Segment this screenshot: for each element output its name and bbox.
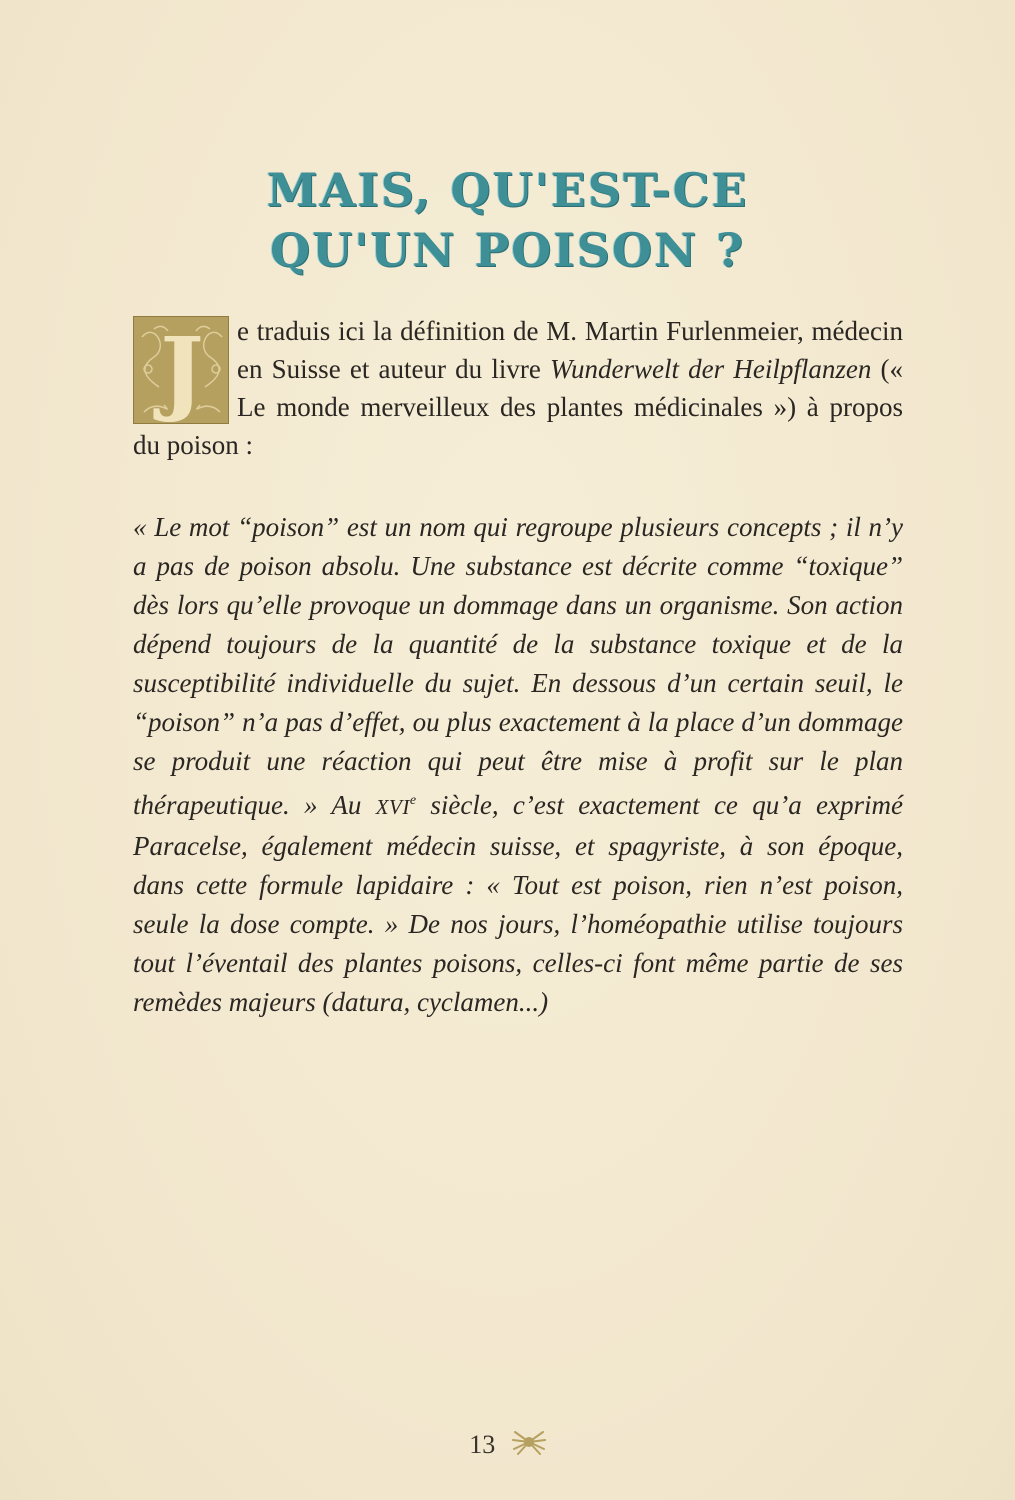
- book-title: Wunderwelt der Heilpflanzen: [550, 354, 872, 384]
- century-numeral: XVI: [375, 795, 410, 819]
- title-line-1: MAIS, QU'EST-CE: [266, 163, 749, 217]
- spider-ornament-icon: [512, 1429, 546, 1462]
- intro-paragraph: [133, 312, 903, 464]
- page-number: 13: [469, 1430, 496, 1460]
- page-title: [0, 160, 1015, 280]
- title-line-2: QU'UN POISON ?: [270, 223, 745, 277]
- quote-text-part-2: siècle, c’est exactement ce qu’a exprimé Paracelse, également médecin suisse, et spagyriste, à son époque, dans cette formule lapidaire : « Tout est poison, rien n’est poison, seule la dose compte. » De nos jours, l’homéopathie utilise toujours tout l’éventail des plantes poisons, celles-ci font même partie de ses remèdes majeurs (datura, cyclamen...): [133, 790, 903, 1017]
- intro-text-end: (« Le monde merveilleux des plantes médicinales ») à propos du poison :: [133, 354, 903, 460]
- quote-text-part-1: « Le mot “poison” est un nom qui regroupe plusieurs concepts ; il n’y a pas de poison absolu. Une substance est décrite comme “toxique” dès lors qu’elle provoque un dommage dans un organisme. Son action dépend toujours de la quantité de la substance toxique et de la susceptibilité individuelle du sujet. En dessous d’un certain seuil, le “poison” n’a pas d’effet, ou plus exactement à la place d’un dommage se produit une réaction qui peut être mise à profit sur le plan thérapeutique. » Au: [133, 512, 903, 820]
- page-footer: [0, 1428, 1015, 1462]
- quote-paragraph: [133, 508, 903, 1022]
- century-superscript: e: [409, 793, 417, 808]
- dropcap: [133, 316, 229, 424]
- intro-text-start: e traduis ici la définition de M. Martin Furlenmeier, médecin en Suisse et auteur du livre: [237, 316, 903, 384]
- dropcap-letter: J: [160, 317, 204, 424]
